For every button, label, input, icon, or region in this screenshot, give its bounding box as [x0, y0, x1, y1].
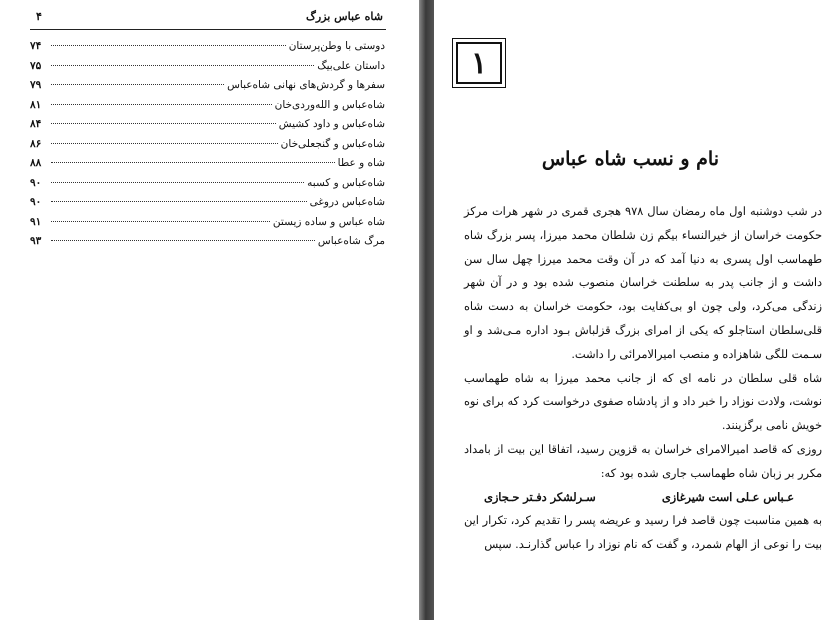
verse-first-hemistich: عـباس عـلی است شیرغازی	[661, 489, 794, 504]
toc-leader-dots	[51, 84, 224, 85]
toc-entry-page: ۹۰	[30, 196, 42, 208]
toc-entry-title: شاه‌عباس و اللەوردی‌خان	[274, 98, 385, 111]
right-page	[434, 0, 837, 620]
toc-entry	[30, 235, 385, 255]
toc-entry-page: ۹۱	[30, 215, 42, 228]
toc-entry-page: ۸۸	[30, 157, 42, 169]
toc-entry	[30, 60, 385, 80]
toc-entry-title: سفرها و گردش‌های نهانی شاه‌عباس	[227, 79, 385, 91]
toc-entry-title: شاه و عطا	[337, 157, 385, 169]
paragraph: در شب دوشنبه اول ماه رمضان سال ۹۷۸ هجری قمری در شهر هرات مرکز حکومت خراسان از خیرالنساء بیگم زن شلطان محمد میرزا، پسر بزرگ شاه طهماسب اول پسری به دنیا آمد که در آن وقت محمد میرزا چهل سال سن داشت و از جانب پدر به سلطنت خراسان منصوب شده بود و در آن شهر زندگی می‌کرد، ولی چون او بی‌کفایت بود، حکومت خراسان به دست شاه قلی‌سلطان استاجلو که یکی از امرای بزرگ قزلباش بـود اداره مـی‌شد و او سـمت للگی شاهزاده و منصب امیرالامرائی را داشت.	[464, 205, 822, 361]
toc-entry	[30, 99, 385, 119]
toc-entry	[30, 40, 385, 60]
toc-leader-dots	[51, 221, 270, 222]
toc-entry-page: ۸۴	[30, 118, 42, 130]
toc-entry-title: دوستی با وطن‌پرستان	[288, 40, 385, 52]
toc-leader-dots	[51, 143, 278, 144]
toc-leader-dots	[51, 162, 335, 163]
toc-entry-page: ۷۵	[30, 59, 42, 72]
toc-entry	[30, 138, 385, 158]
chapter-body	[464, 200, 822, 557]
page-number: ۴	[36, 10, 42, 23]
toc-entry-page: ۹۰	[30, 176, 42, 189]
toc-entry-title: شاه‌عباس و داود کشیش	[278, 118, 385, 130]
table-of-contents	[30, 40, 385, 255]
toc-leader-dots	[51, 123, 276, 124]
toc-entry-page: ۷۹	[30, 79, 42, 91]
toc-entry-page: ۸۶	[30, 137, 42, 150]
toc-entry-page: ۷۴	[30, 40, 42, 52]
toc-leader-dots	[51, 182, 304, 183]
toc-entry-title: داستان علی‌بیگ	[317, 59, 385, 72]
toc-entry	[30, 118, 385, 138]
poem-verse	[464, 486, 822, 510]
toc-entry-page: ۹۳	[30, 235, 42, 247]
toc-entry-title: شاه‌عباس و گنجعلی‌خان	[280, 137, 385, 150]
paragraph: به همین مناسبت چون قاصد فرا رسید و عریضه پسر را تقدیم کرد، تکرار این بیت را نوعی از الهام شمرد، و گفت که نام نوزاد را عباس گذارنـد. سپس	[464, 514, 822, 552]
toc-entry-title: مرگ شاه‌عباس	[317, 235, 385, 247]
toc-leader-dots	[51, 201, 307, 202]
toc-entry-title: شاه‌عباس و کسبه	[307, 176, 385, 189]
toc-leader-dots	[51, 65, 314, 66]
toc-entry-title: شاه عباس و ساده زیستن	[272, 215, 385, 228]
toc-entry	[30, 157, 385, 177]
toc-leader-dots	[51, 45, 286, 46]
header-rule	[30, 29, 386, 30]
chapter-number: ۱	[470, 45, 488, 81]
paragraph: شاه قلی سلطان در نامه ای که از جانب محمد میرزا به شاه طهماسب نوشت، ولادت نوزاد را خبر داد و از پادشاه صفوی درخواست کرد که برای نوه خویش نامی برگزینند.	[464, 371, 822, 433]
toc-leader-dots	[51, 104, 272, 105]
paragraph: روزی که قاصد امیرالامرای خراسان به قزوین رسید، اتفاقا این بیت از بامداد مکرر بر زبان شاه طهماسب جاری شده بود که:	[464, 442, 822, 480]
book-spine-gutter	[419, 0, 434, 620]
chapter-title: نام و نسب شاه عباس	[541, 148, 719, 170]
chapter-number-box	[456, 42, 502, 84]
toc-entry-page: ۸۱	[30, 98, 42, 111]
toc-entry	[30, 216, 385, 236]
toc-entry	[30, 196, 385, 216]
toc-entry	[30, 177, 385, 197]
toc-entry	[30, 79, 385, 99]
toc-leader-dots	[51, 240, 315, 241]
toc-entry-title: شاه‌عباس دروغی	[309, 196, 385, 208]
running-header-title: شاه عباس بزرگ	[306, 10, 383, 23]
verse-second-hemistich: سـرلشکر دفـتر حـجازی	[484, 489, 596, 504]
